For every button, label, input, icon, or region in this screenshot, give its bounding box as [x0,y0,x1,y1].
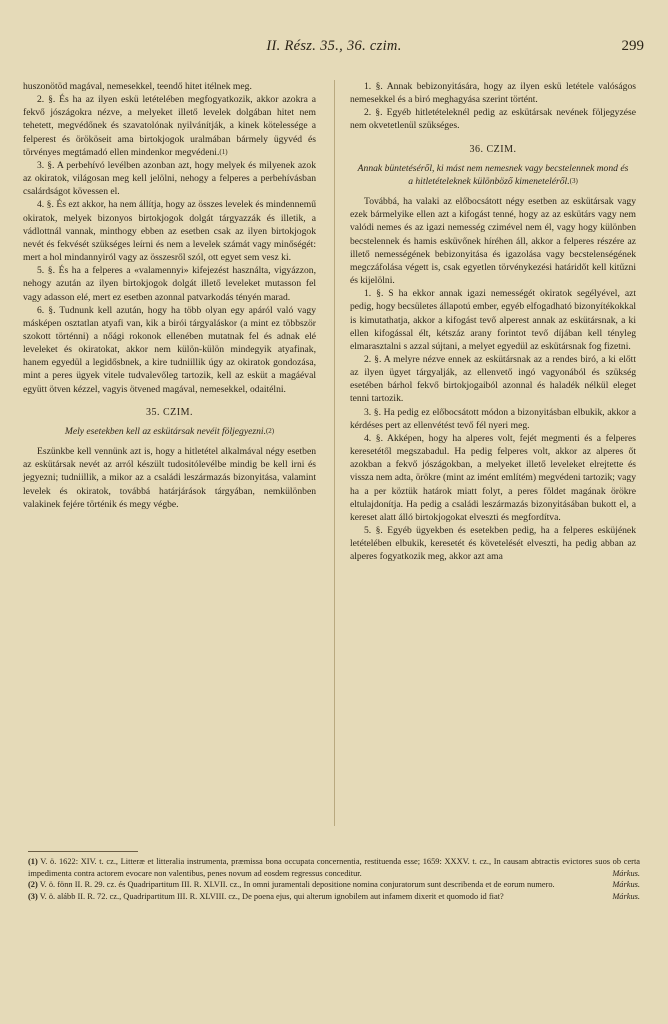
footnote-text: V. ö. 1622: XIV. t. cz., Litteræ et litteralia instrumenta, præmissa bona occupata concernentia, restituenda esse; 1659: XXXV. t. cz., In causam abtractis evictores suos ob certa impedimenta contra actorem evocare non valentibus, penes novum ad eosdem regressus conceditur. [28,857,640,878]
paragraph: 4. §. És ezt akkor, ha nem állítja, hogy az összes levelek és mindennemű okiratok, melyek bizonyos birtokjogok dolgát tárgyazzák és illetik, a vádlottnál vannak, minthogy ebben az esetben csak az ilyen birtokjogok nevét és fekvését szükséges leírni és nem a levelek számát vagy minőségét: mert a hol mindannyiról vagy az összesről szól, ott egyet sem vesz ki. [23,199,316,264]
paragraph: 3. §. Ha pedig ez előbocsátott módon a bizonyitásban elbukik, akkor a kérdéses pert az ellenvétést tevő fél nyeri meg. [350,406,636,431]
paragraph-text: 2. §. És ha az ilyen eskü letételében megfogyatkozik, akkor azokra a fekvő jószágokra nézve, a melyeket illető levelek dolgában hitet nem tehetett, megvédőnek és szavatolónak nyilvánítják, a kinek kötelessége a felperest és örököseit ama birtokjogok uralmában bármely ügyvéd és törvényes megtámadó ellen mindenkor megvédeni. [23,94,316,158]
paragraph: 1. §. S ha ekkor annak igazi nemességét okiratok segélyével, azt pedig, hogy becsületes állapotú ember, egyéb elfogadható bizonyítékokkal is kimutathatja, akkor a kifogást tevő alperest annak az eskütársnak, a ki ellen kifogással élt, kétszáz arany forintot tevő díjában kell tényleg elmarasztalni s azzal sújtani, a melyet egyedül az eskütársnak fog fizetni. [350,288,637,352]
paragraph: Eszünkbe kell vennünk azt is, hogy a hitletétel alkalmával négy esetben az eskütársak nevét az arról készült tudositólevélbe mindig be kell irni és jegyezni; tudniillik, a mikor az a családi leszármazás bizonyitása, valamint levelek és okiratok, továbbá határjárások tárgyában, nemkülönben valakinek fejére történik és megy végbe. [23,446,316,510]
footnote [28,856,640,879]
footnote-signature: Márkus. [612,868,640,878]
paragraph: 6. §. Tudnunk kell azután, hogy ha több olyan egy apáról való vagy másképen osztatlan atyafi van, kik a birói tárgyaláskor (a mint ez többször szokott történni) a nőági rokonok ellenében mutatnak fel és adnak elé leveleket és okiratokat, akkor nem külön-külön mindegyik atyafinak, hanem egyedül a legidősbnek, a kire tudniillik úgy az okiratok gondozása, mint a peres ügyek vitele tudvalevőleg tartozik, kell az esküt a magáéval együtt ötven kézzel, vagyis ötvened magával, nemesekkel, odaitélni. [23,304,316,395]
footnote-signature: Márkus. [612,880,640,890]
paragraph: 4. §. Akképen, hogy ha alperes volt, fejét megmenti és a felperes keresetétől megszabadul. Ha pedig felperes volt, akkor az alperes őt azokban a fekvő jószágokban, a melyeket illető leveleket elrejtette és vissza nem adta, örökre (mint az imént említém) megvédeni tartozik; vagy ha a per köztük határok miatt folyt, a peres földet magának örökre eltulajdonítja. Ha pedig a családi leszármazás bizonyitásában bukott el, a kereset alatt álló birtokjogokat elveszti és megfordítva. [350,432,636,523]
paragraph: 5. §. És ha a felperes a «valamennyi» kifejezést használta, vigyázzon, nehogy azután az ilyen birtokjogok dolgát illető leveleket mutasson fel vagy adasson elé, mert ez esetben azonnal patvarkodás tényén marad. [23,265,316,303]
footnote-mark: (2) [28,880,38,890]
paragraph: huszonötöd magával, nemesekkel, teendő hitet itélnek meg. [23,81,252,92]
chapter-heading: 36. CZIM. [469,143,517,155]
paragraph: 1. §. Annak bebizonyitására, hogy az ilyen eskü letétele valóságos nemesekkel és a biró meghagyása szerint történt. [350,81,636,106]
paragraph: 2. §. Egyéb hitletételeknél pedig az eskütársak nevének följegyzése nem okvetetlenül szükséges. [350,107,636,132]
running-title: II. Rész. 35., 36. czim. [266,38,402,54]
footnote-mark: (1) [28,857,38,866]
footnote-text: V. ö. alább II. R. 72. cz., Quadripartitum III. R. XLVIII. cz., De poena ejus, qui alterum ignobilem aut infamem dixerit et quomodo id fiat? [39,891,504,901]
paragraph: 3. §. A perbehívó levélben azonban azt, hogy melyek és milyenek azok az okiratok, világosan meg kell jelölni, nehogy a felperes a perbehívásban csalárdságot kövessen el. [23,159,316,198]
footnotes [28,856,640,902]
footnote [28,891,640,903]
footnote-ref: (3) [569,176,578,185]
chapter-subtitle [350,162,636,188]
footnote-signature: Márkus. [612,891,640,901]
footnote [28,879,640,891]
page-number: 299 [621,38,644,54]
chapter-heading: 35. CZIM. [146,406,193,418]
footnote-text: V. ö. fönn II. R. 29. cz. és Quadripartitum III. R. XLVII. cz., In omni juramentali depositione nomina conjuratorum sunt describenda et de eorum numero. [39,880,555,890]
left-column [23,80,316,511]
chapter-subtitle-text: Mely esetekben kell az eskütársak nevéit följegyezni. [64,425,266,437]
paragraph: 2. §. A melyre nézve ennek az eskütársnak az a rendes biró, a ki előtt az ilyen ügyet tárgyalják, az ellenvető ingó vagyonából és szükség esetében bárhol fekvő birtokjogaiból azonnal és haladék nélkül eleget tenni tartozik. [350,353,636,405]
paragraph: 5. §. Egyéb ügyekben és esetekben pedig, ha a felperes esküjének letételében elbukik, keresetét és követelését elveszti, ha pedig abban az alperes fogyatkozik meg, akkor azt ama [350,525,636,563]
chapter-subtitle-text: Annak büntetéséről, ki mást nem nemesnek vagy becstelennek mond és a hitletételeknek különböző kimeneteléről. [357,162,629,187]
footnote-ref: (2) [265,426,275,435]
paragraph [23,93,316,159]
footnote-ref: (1) [219,147,228,156]
paragraph: Továbbá, ha valaki az előbocsátott négy esetben az eskütársak vagy ezek bármelyike ellen azt a kifogást tenné, hogy az az eskütárs vagy nem valódi nemes és az igazi nemesség czimével nem él, vagy hogy különben becstelennek és hamis esküvőnek híréhen áll, akkor a felperes részére az illető nemességének bebizonyitása és igazolása vagy becstelenségének megczáfolása végett is, csak egyetlen törvénykezési határidőt kell kitűzni és kijelölni. [350,196,636,287]
page-header [24,38,644,58]
right-column [350,80,636,563]
footnote-rule [28,851,138,852]
footnote-mark: (3) [28,891,38,901]
chapter-subtitle [23,425,316,438]
column-divider [334,80,335,826]
